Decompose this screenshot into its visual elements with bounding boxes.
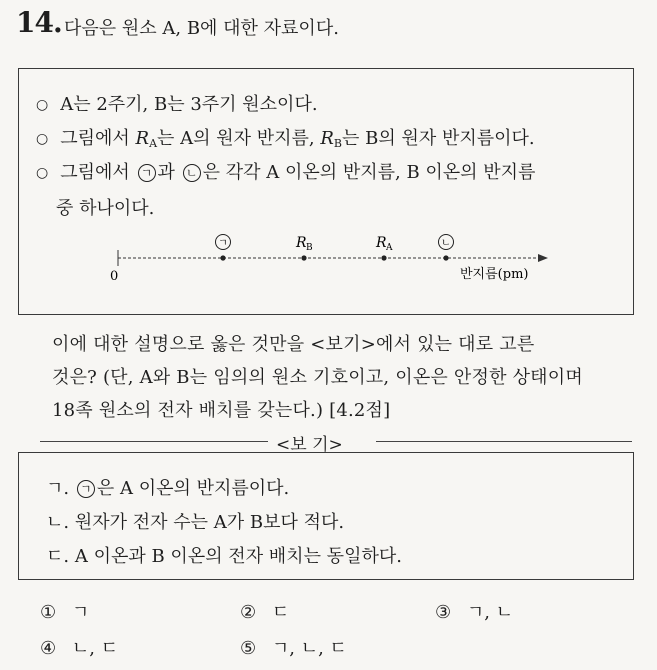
point-rb (301, 255, 306, 260)
point-ra (381, 255, 386, 260)
bogi-item-2: ㄴ. 원자가 전자 수는 A가 B보다 적다. (46, 512, 345, 533)
prompt-line-3: 18족 원소의 전자 배치를 갖는다.) [4.2점] (52, 400, 391, 421)
choice-5[interactable]: ⑤ ㄱ, ㄴ, ㄷ (240, 638, 347, 659)
prompt-line-2: 것은? (단, A와 B는 임의의 원소 기호이고, 이온은 안정한 상태이며 (52, 367, 583, 388)
prompt-line-1: 이에 대한 설명으로 옳은 것만을 <보기>에서 있는 대로 고른 (52, 334, 535, 355)
info-line-1: ○ A는 2주기, B는 3주기 원소이다. (36, 94, 318, 115)
bogi-title: <보 기> (276, 435, 343, 455)
bogi-divider-right (376, 441, 632, 442)
choice-4[interactable]: ④ ㄴ, ㄷ (40, 638, 119, 659)
info-line-4: 중 하나이다. (56, 198, 155, 219)
point-c1 (220, 255, 225, 260)
circled-nieun-icon: ㄴ (183, 164, 201, 182)
point-c2 (443, 255, 448, 260)
question-title: 다음은 원소 A, B에 대한 자료이다. (64, 18, 339, 39)
axis-label: 반지름(pm) (460, 267, 529, 282)
choice-2[interactable]: ② ㄷ (240, 602, 290, 623)
label-rb-sub: B (306, 243, 313, 253)
info-line-3: ○ 그림에서 ㄱ 과 ㄴ 은 각각 A 이온의 반지름, B 이온의 반지름 (36, 162, 536, 183)
choice-1[interactable]: ① ㄱ (40, 602, 90, 623)
radius-axis-figure (108, 230, 558, 290)
circled-giyeok-icon: ㄱ (77, 480, 95, 498)
label-ra-sub: A (386, 243, 393, 253)
label-c1: ㄱ (218, 238, 228, 249)
label-rb: R (296, 235, 307, 251)
label-c2: ㄴ (441, 238, 451, 249)
bogi-item-1: ㄱ. ㄱ 은 A 이온의 반지름이다. (46, 478, 290, 499)
choice-3[interactable]: ③ ㄱ, ㄴ (435, 602, 514, 623)
bogi-divider-left (40, 441, 268, 442)
bullet-icon: ○ (36, 165, 49, 181)
info-line-2: ○ 그림에서 $R_A$는 A의 원자 반지름, $R_B$는 B의 원자 반지름이다. (36, 128, 535, 150)
circled-giyeok-icon: ㄱ (138, 164, 156, 182)
label-ra: R (376, 235, 387, 251)
question-number: 14. (16, 6, 62, 39)
origin-label: 0 (110, 269, 119, 284)
bullet-icon: ○ (36, 131, 49, 147)
axis-arrow-icon (538, 254, 548, 262)
bullet-icon: ○ (36, 97, 49, 113)
bogi-item-3: ㄷ. A 이온과 B 이온의 전자 배치는 동일하다. (46, 546, 402, 567)
